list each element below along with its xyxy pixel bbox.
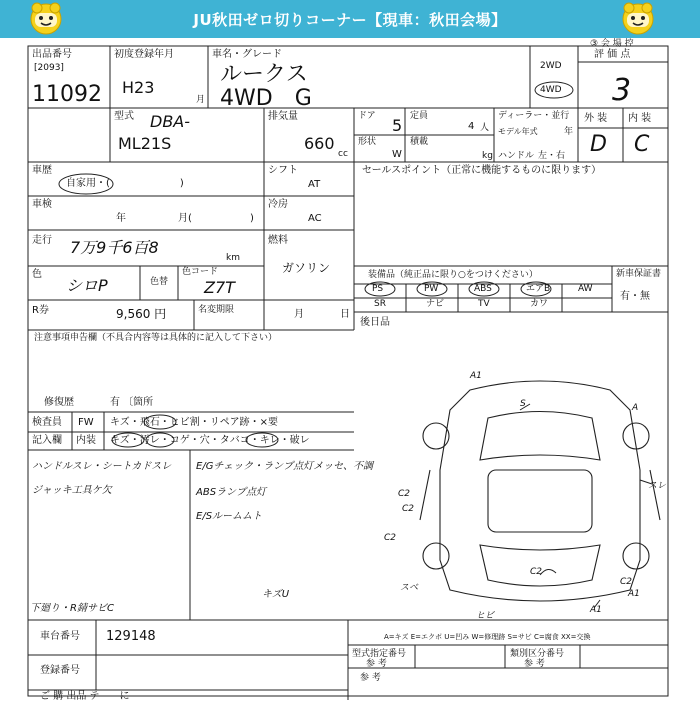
model-label: 車名・グレード [212, 49, 282, 60]
handwritten-note: E/Gチェック・ランプ点灯メッセ、不調 [196, 461, 374, 472]
doors-value: 5 [392, 116, 403, 135]
notes-label: 注意事項申告欄（不具合内容等は具体的に記入して下さい） [34, 333, 278, 343]
dealer-label: ディーラー・並行 [498, 111, 570, 121]
category-ref: 参 考 [524, 659, 545, 669]
shape-label: 形状 [358, 137, 377, 147]
designation-label: 型式指定番号 [352, 649, 407, 659]
color-tone-label: 色替 [150, 277, 169, 287]
drive-option-2wd: 2WD [540, 61, 562, 71]
color-code-label: 色コード [182, 267, 219, 277]
handwritten-note: E/Sルームムト [196, 511, 263, 522]
inspection-year-unit: 年 [116, 213, 126, 224]
corner-mark: ③ 会 場 控 [590, 39, 634, 49]
transfer-month-unit: 月 [294, 309, 304, 320]
ext-grade: D [590, 132, 607, 157]
mileage-label: 走行 [32, 235, 52, 246]
recycle-label: R券 [32, 305, 49, 316]
equip-ps: PS [372, 284, 384, 294]
damage-mark: C2 [402, 504, 415, 514]
footer-fragment: ご 購 出品 テ に [40, 691, 130, 702]
mileage-unit: km [226, 253, 240, 263]
model-grade: 4WD G [220, 86, 312, 111]
inspection-close: ) [250, 213, 254, 224]
shape-value: W [392, 149, 402, 160]
warranty-label: 新車保証書 [616, 269, 662, 279]
type-label: 型式 [114, 111, 134, 122]
usage-value: 自家用・( ) [66, 178, 184, 189]
model-name: ルークス [220, 62, 308, 87]
equip-navi: ナビ [426, 299, 445, 309]
damage-mark: A1 [628, 589, 640, 599]
equip-sr: SR [374, 299, 386, 309]
color-label: 色 [32, 269, 42, 280]
usage-label: 車歴 [32, 165, 52, 176]
equipment-label: 装備品（純正品に限り○をつけください） [368, 270, 538, 280]
recycle-value: 9,560 円 [116, 307, 167, 321]
reg-label: 登録番号 [40, 665, 80, 676]
damage-mark: ヒビ [476, 611, 495, 621]
inspection-label: 車検 [32, 199, 52, 210]
load-label: 積載 [410, 137, 429, 147]
ext-label: 外 装 [584, 113, 608, 124]
equip-aw: AW [578, 284, 593, 294]
aircon-label: 冷房 [268, 199, 288, 210]
transfer-day-unit: 日 [340, 309, 350, 320]
doors-label: ドア [358, 111, 376, 121]
warranty-value: 有・無 [620, 291, 650, 302]
lot-label: 出品番号 [32, 49, 72, 60]
int-label: 内 装 [628, 113, 652, 124]
damage-mark: S [520, 399, 526, 409]
equip-airbag: エアB [526, 284, 551, 294]
fuel-value: ガソリン [282, 261, 331, 275]
handwritten-note: ジャッキ工具ケ欠 [32, 485, 112, 496]
lot-code: [2093] [34, 63, 64, 73]
rear-items-label: 後日品 [360, 317, 390, 328]
damage-mark: C2 [384, 533, 397, 543]
displacement-unit: cc [338, 149, 348, 159]
damage-mark: スレ [648, 481, 667, 491]
equip-pw: PW [424, 284, 439, 294]
score-label: 評 価 点 [594, 49, 631, 60]
interior-label: 内装 [76, 435, 96, 446]
handwritten-note: 下廻り・R錆サビC [30, 603, 114, 614]
model-year-unit: 年 [564, 127, 574, 137]
handle-label: ハンドル [498, 151, 535, 161]
capacity-unit: 人 [480, 123, 490, 133]
repair-label: 修復歴 [44, 397, 74, 408]
handle-options: 左・右 [538, 151, 566, 161]
fw-items: キズ・飛石・ヒビ割・リペア跡・×要 [110, 417, 278, 428]
reference-label: 参 考 [360, 673, 381, 683]
damage-mark: C2 [398, 489, 411, 499]
equip-tv: TV [478, 299, 490, 309]
shift-label: シフト [268, 165, 298, 176]
damage-mark: A [632, 403, 639, 413]
first-reg-year: H23 [122, 78, 155, 97]
capacity-value: 4 [468, 121, 475, 132]
score-value: 3 [612, 73, 632, 108]
damage-mark: C2 [530, 567, 543, 577]
designation-ref: 参 考 [366, 659, 387, 669]
damage-mark: A1 [470, 371, 482, 381]
damage-mark: A1 [590, 605, 602, 615]
transfer-label: 名変期限 [198, 305, 235, 315]
equip-kawa: カワ [530, 299, 549, 309]
lot-number: 11092 [32, 82, 102, 107]
aircon-value: AC [308, 213, 322, 224]
sales-point-label: セールスポイント（正常に機能するものに限ります） [362, 165, 602, 176]
load-unit: kg [482, 151, 493, 161]
model-year-label: モデル年式 [498, 127, 538, 136]
drive-option-4wd: 4WD [540, 85, 562, 95]
damage-mark: C2 [620, 577, 633, 587]
shift-value: AT [308, 179, 321, 190]
type-prefix: DBA- [150, 112, 191, 131]
repair-value: 有 〔箇所 [110, 397, 154, 408]
first-reg-month-unit: 月 [196, 95, 206, 105]
handwritten-note: ABSランプ点灯 [196, 487, 267, 498]
handwritten-note: ハンドルスレ・シートカドスレ [32, 461, 172, 472]
displacement-value: 660 [304, 134, 335, 153]
category-label: 類別区分番号 [510, 649, 565, 659]
chassis-value: 129148 [106, 629, 156, 644]
first-reg-label: 初度登録年月 [114, 49, 174, 60]
capacity-label: 定員 [410, 111, 429, 121]
chassis-label: 車台番号 [40, 631, 80, 642]
damage-legend: A=キズ E=エクボ U=凹み W=修理跡 S=サビ C=腐食 XX=交換 [384, 633, 591, 641]
mileage-value: 7万9千6百8 [70, 238, 159, 257]
record-label: 記入欄 [32, 435, 62, 446]
color-code: Z7T [204, 278, 235, 297]
interior-items: キズ・汚レ・コゲ・穴・タバコ・キレ・破レ [110, 435, 310, 446]
equip-abs: ABS [474, 284, 492, 294]
int-grade: C [634, 132, 650, 157]
fw-label: FW [78, 417, 94, 428]
color-value: シロP [66, 276, 108, 295]
page-title: JU秋田ゼロ切りコーナー【現車：秋田会場】 [193, 11, 507, 29]
handwritten-note: キズU [262, 589, 290, 600]
inspector-label: 検査員 [32, 417, 62, 428]
type-value: ML21S [118, 134, 172, 153]
damage-mark: スベ [400, 583, 419, 593]
displacement-label: 排気量 [268, 111, 298, 122]
fuel-label: 燃料 [268, 235, 288, 246]
inspection-month-unit: 月( [178, 213, 192, 224]
